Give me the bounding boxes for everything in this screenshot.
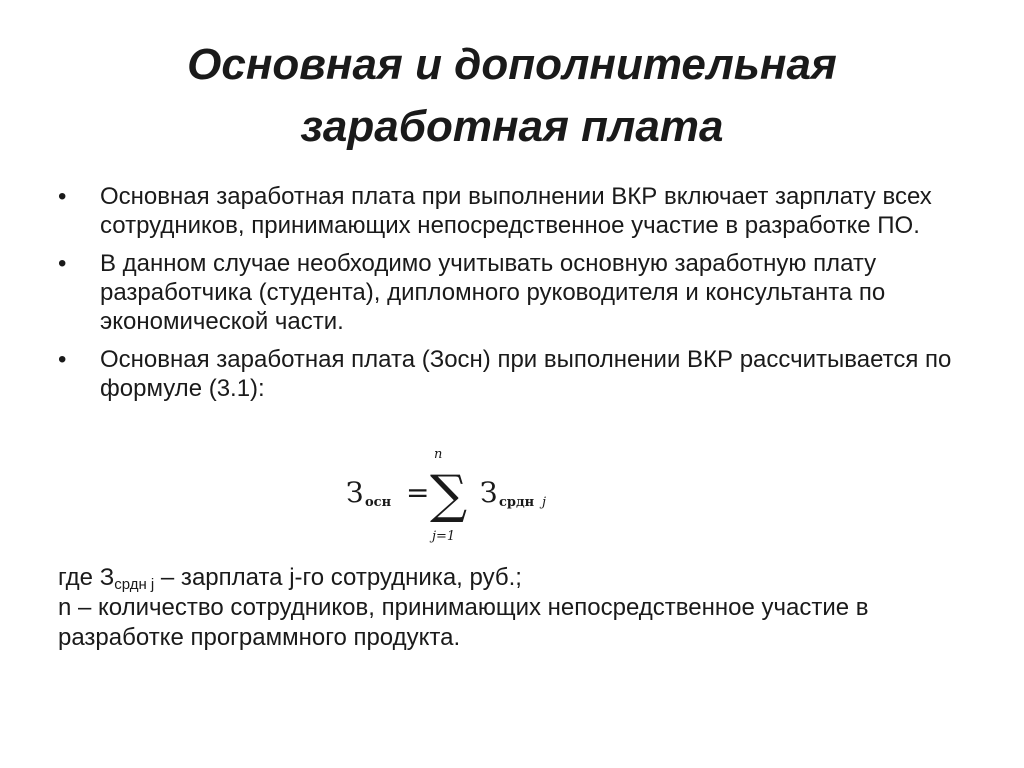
bullet-item xyxy=(58,182,958,240)
formula-rhs-sub: срдн xyxy=(499,495,535,510)
bullet-item xyxy=(58,345,958,403)
formula-lower-limit: j=1 xyxy=(432,529,456,544)
bullet-marker: • xyxy=(58,346,67,373)
formula-graphic xyxy=(346,446,556,546)
formula-rhs: З xyxy=(480,476,498,509)
formula-rhs-sub-index: j xyxy=(542,495,547,510)
note-line-2: n – количество сотрудников, принимающих непосредственное участие в разработке программного продукта. xyxy=(58,594,869,651)
title-line-2: заработная плата xyxy=(300,102,724,151)
bullet-text: В данном случае необходимо учитывать основную заработную плату разработчика (студента), дипломного руководителя и консультанта по экономической части. xyxy=(100,250,886,335)
bullet-marker: • xyxy=(58,250,67,277)
title-line-1: Основная и дополнительная xyxy=(187,40,837,89)
note-line-1-prefix: где З xyxy=(58,564,115,591)
salary-formula xyxy=(346,446,556,546)
bullet-item xyxy=(58,249,958,336)
note-line-1 xyxy=(58,563,958,593)
formula-lhs: З xyxy=(346,476,364,509)
bullet-marker: • xyxy=(58,183,67,210)
note-line-1-sub: срдн j xyxy=(114,576,155,593)
formula-equals: = xyxy=(406,476,430,509)
formula-notes xyxy=(58,563,958,653)
formula-lhs-sub: осн xyxy=(365,495,392,510)
note-line-1-rest: – зарплата j-го сотрудника, руб.; xyxy=(154,564,522,591)
slide-title xyxy=(60,34,964,158)
bullet-list xyxy=(58,182,958,412)
formula-sigma: ∑ xyxy=(430,465,468,525)
formula-upper-limit: n xyxy=(434,447,443,462)
bullet-text: Основная заработная плата (Зосн) при выполнении ВКР рассчитывается по формуле (3.1): xyxy=(100,346,952,402)
bullet-text: Основная заработная плата при выполнении ВКР включает зарплату всех сотрудников, принимающих непосредственное участие в разработке ПО. xyxy=(100,183,932,239)
